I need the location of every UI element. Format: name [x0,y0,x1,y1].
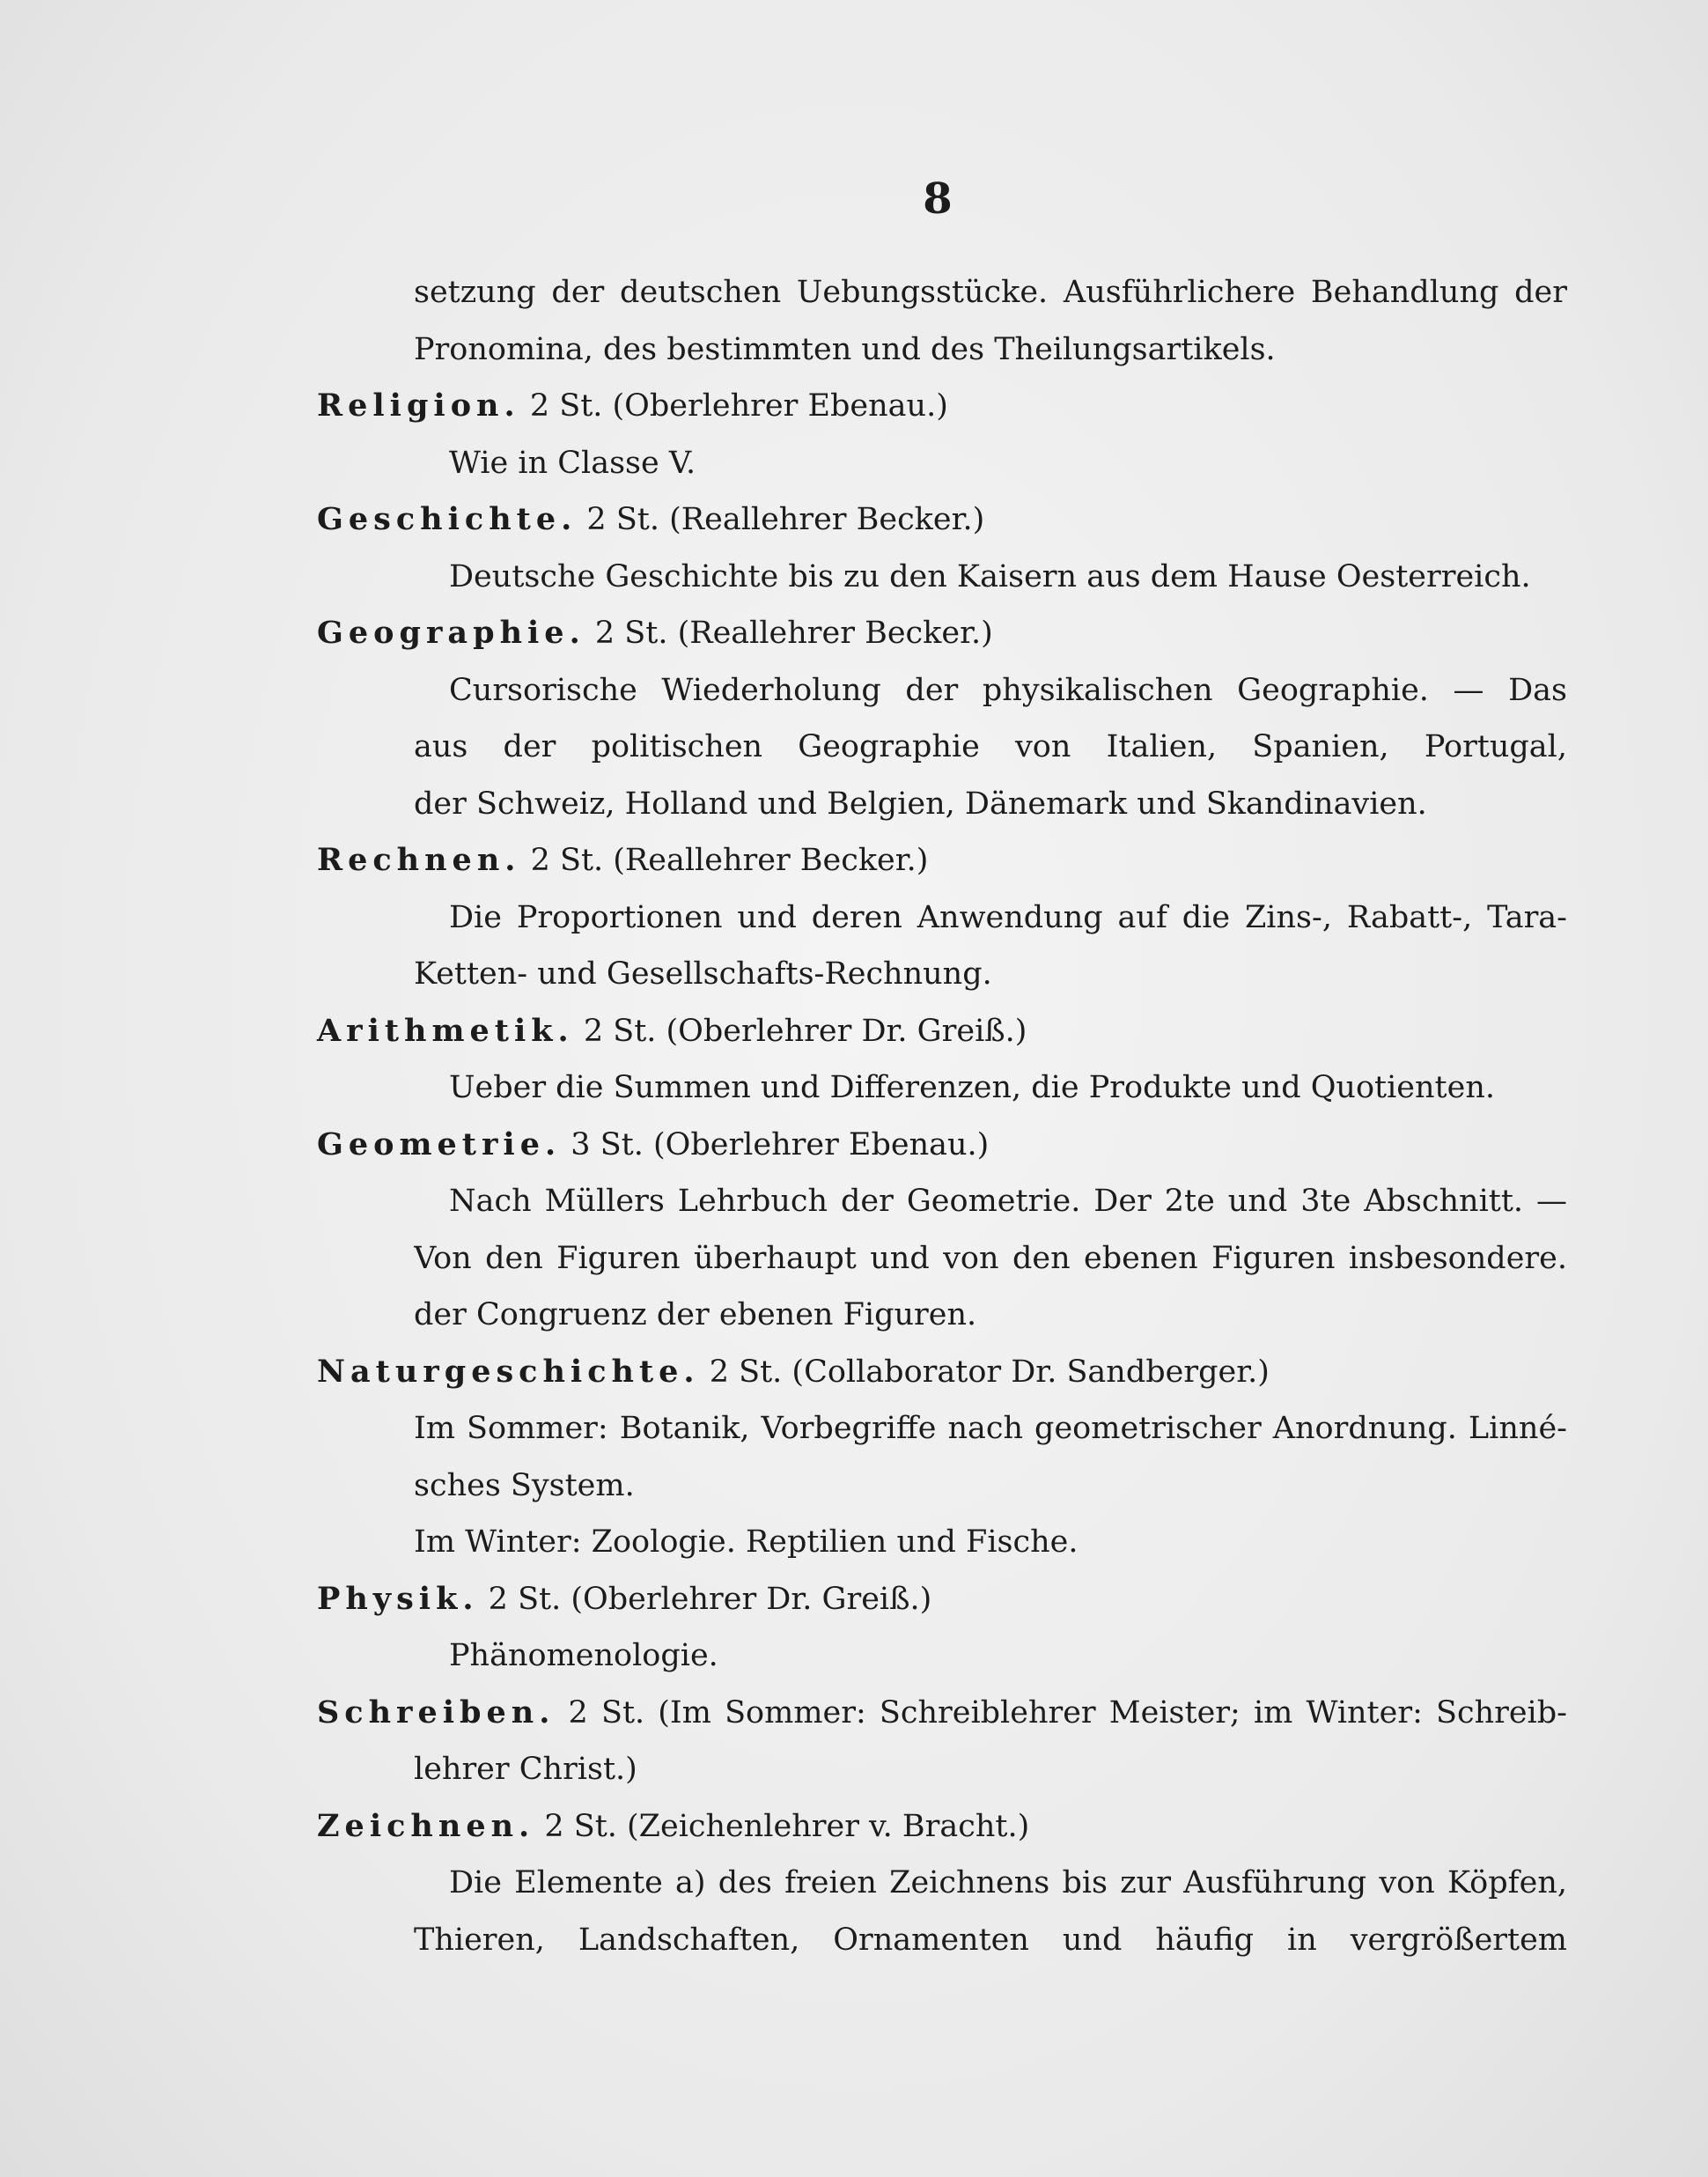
subject-details: 2 St. (Collaborator Dr. Sandberger.) [699,1354,1270,1390]
text-line: Wie in Classe V. [449,445,696,481]
text-line: Im Winter: Zoologie. Reptilien und Fische. [414,1524,1079,1560]
text-line: Deutsche Geschichte bis zu den Kaisern aus dem Hause Oesterreich. [449,558,1531,594]
subject-heading [317,1344,1567,1401]
subject-details: 2 St. (Oberlehrer Dr. Greiß.) [573,1013,1027,1049]
text-line: Von den Figuren überhaupt und von den ebenen Figuren insbesondere. [414,1240,1567,1276]
subject-label: Geometrie. [317,1125,562,1162]
subject-details: 2 St. (Reallehrer Becker.) [577,502,985,537]
text-line: Ueber die Summen und Differenzen, die Produkte und Quotienten. [449,1070,1496,1105]
text-line: Nach Müllers Lehrbuch der Geometrie. Der 2te und 3te Abschnitt. — [449,1184,1567,1219]
subject-label: Zeichnen. [317,1807,535,1844]
text-line: Die Elemente a) des freien Zeichnens bis zur Ausführung von Köpfen, [449,1865,1567,1900]
text-line: der Schweiz, Holland und Belgien, Dänemark und Skandinavien. [414,786,1427,822]
subject-heading [317,1003,1567,1060]
subject-label: Rechnen. [317,842,521,878]
text-line: Im Sommer: Botanik, Vorbegriffe nach geometrischer Anordnung. Linné- [414,1411,1567,1446]
subject-label: Religion. [317,387,520,424]
subject-heading [317,1685,1567,1742]
subject-heading [317,832,1567,889]
page-number: 8 [923,174,953,224]
text-line: Pronomina, des bestimmten und des Theilungsartikels. [414,331,1276,367]
subject-details: 2 St. (Oberlehrer Ebenau.) [519,388,948,424]
subject-heading [317,491,1567,549]
text-line: sches System. [414,1467,635,1503]
subject-details: 2 St. (Oberlehrer Dr. Greiß.) [478,1581,932,1617]
subject-label: Naturgeschichte. [317,1353,700,1390]
subject-heading [317,605,1567,662]
subject-details: 2 St. (Reallehrer Becker.) [520,843,929,878]
subject-details: 2 St. (Im Sommer: Schreiblehrer Meister; im Winter: Schreib- [555,1694,1567,1731]
subject-label: Physik. [317,1580,479,1617]
text-line: lehrer Christ.) [414,1752,637,1787]
text-line: Ketten- und Gesellschafts-Rechnung. [414,956,992,992]
subject-label: Schreiben. [317,1694,556,1731]
subject-label: Geographie. [317,615,585,651]
body-text [317,264,1567,1968]
subject-heading [317,378,1567,435]
subject-heading [317,1117,1567,1174]
subject-label: Geschichte. [317,501,578,537]
subject-details: 2 St. (Reallehrer Becker.) [585,616,993,651]
text-line: setzung der deutschen Uebungsstücke. Ausführlichere Behandlung der [414,275,1567,310]
text-line: Cursorische Wiederholung der physikalischen Geographie. — Das [449,672,1567,708]
subject-details: 2 St. (Zeichenlehrer v. Bracht.) [534,1808,1030,1844]
text-line: Die Proportionen und deren Anwendung auf die Zins-, Rabatt-, Tara- [449,899,1567,935]
subject-heading [317,1571,1567,1628]
text-line: Phänomenologie. [449,1638,718,1673]
text-line: aus der politischen Geographie von Italien, Spanien, Portugal, [414,729,1567,764]
text-line: Thieren, Landschaften, Ornamenten und häufig in vergrößertem [414,1922,1567,1958]
subject-label: Arithmetik. [317,1012,574,1049]
text-line: der Congruenz der ebenen Figuren. [414,1297,977,1332]
subject-details: 3 St. (Oberlehrer Ebenau.) [561,1126,990,1162]
subject-heading [317,1798,1567,1856]
